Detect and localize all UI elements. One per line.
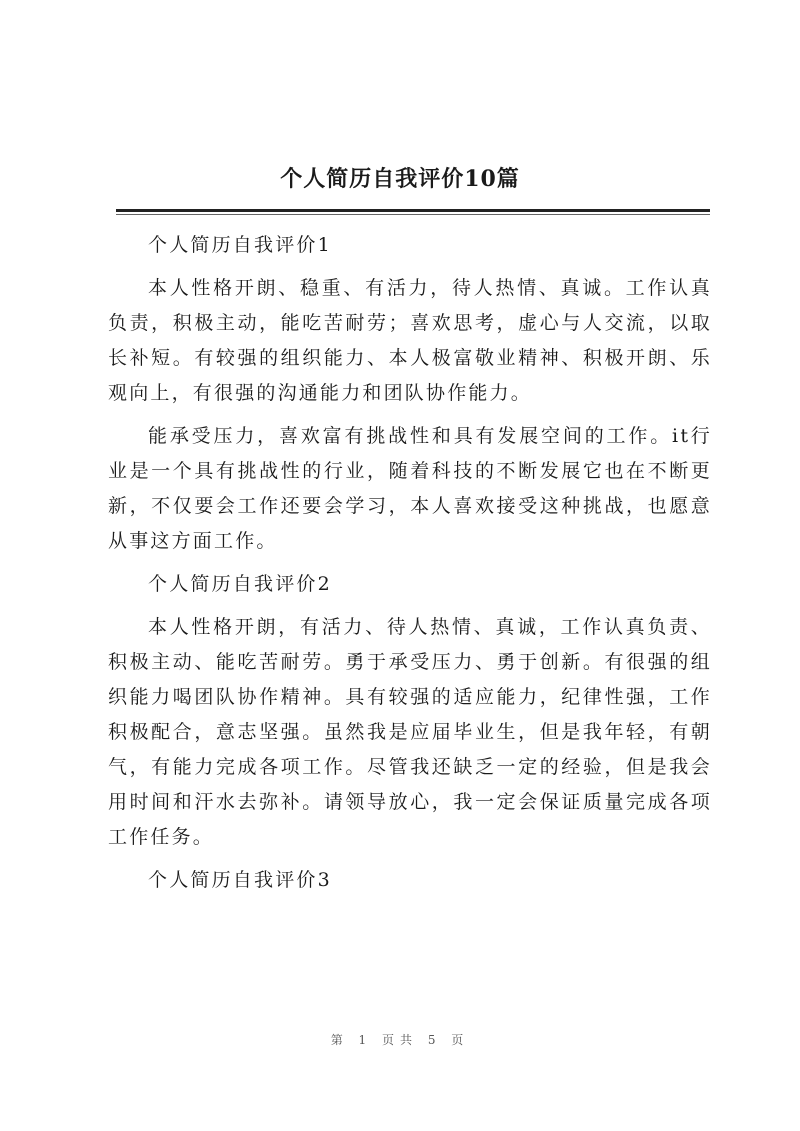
section-heading: 个人简历自我评价3 (148, 869, 332, 891)
document-title: 个人简历自我评价10篇 (280, 166, 520, 192)
document-body (108, 228, 712, 898)
body-paragraph: 能承受压力，喜欢富有挑战性和具有发展空间的工作。it行业是一个具有挑战性的行业，随着科技的不断发展它也在不断更新，不仅要会工作还要会学习，本人喜欢接受这种挑战，也愿意从事这方面工作。 (108, 425, 712, 552)
page-footer: 第 1 页共 5 页 (330, 1033, 470, 1047)
title-divider (116, 209, 710, 212)
section-heading: 个人简历自我评价1 (148, 234, 332, 256)
body-paragraph: 本人性格开朗、稳重、有活力，待人热情、真诚。工作认真负责，积极主动，能吃苦耐劳；喜欢思考，虚心与人交流，以取长补短。有较强的组织能力、本人极富敬业精神、积极开朗、乐观向上，有很强的沟通能力和团队协作能力。 (108, 277, 712, 404)
body-paragraph: 本人性格开朗，有活力、待人热情、真诚，工作认真负责、积极主动、能吃苦耐劳。勇于承受压力、勇于创新。有很强的组织能力喝团队协作精神。具有较强的适应能力，纪律性强，工作积极配合，意志坚强。虽然我是应届毕业生，但是我年轻，有朝气，有能力完成各项工作。尽管我还缺乏一定的经验，但是我会用时间和汗水去弥补。请领导放心，我一定会保证质量完成各项工作任务。 (108, 616, 712, 848)
title-divider-thin (116, 214, 710, 215)
section-heading: 个人简历自我评价2 (148, 573, 332, 595)
